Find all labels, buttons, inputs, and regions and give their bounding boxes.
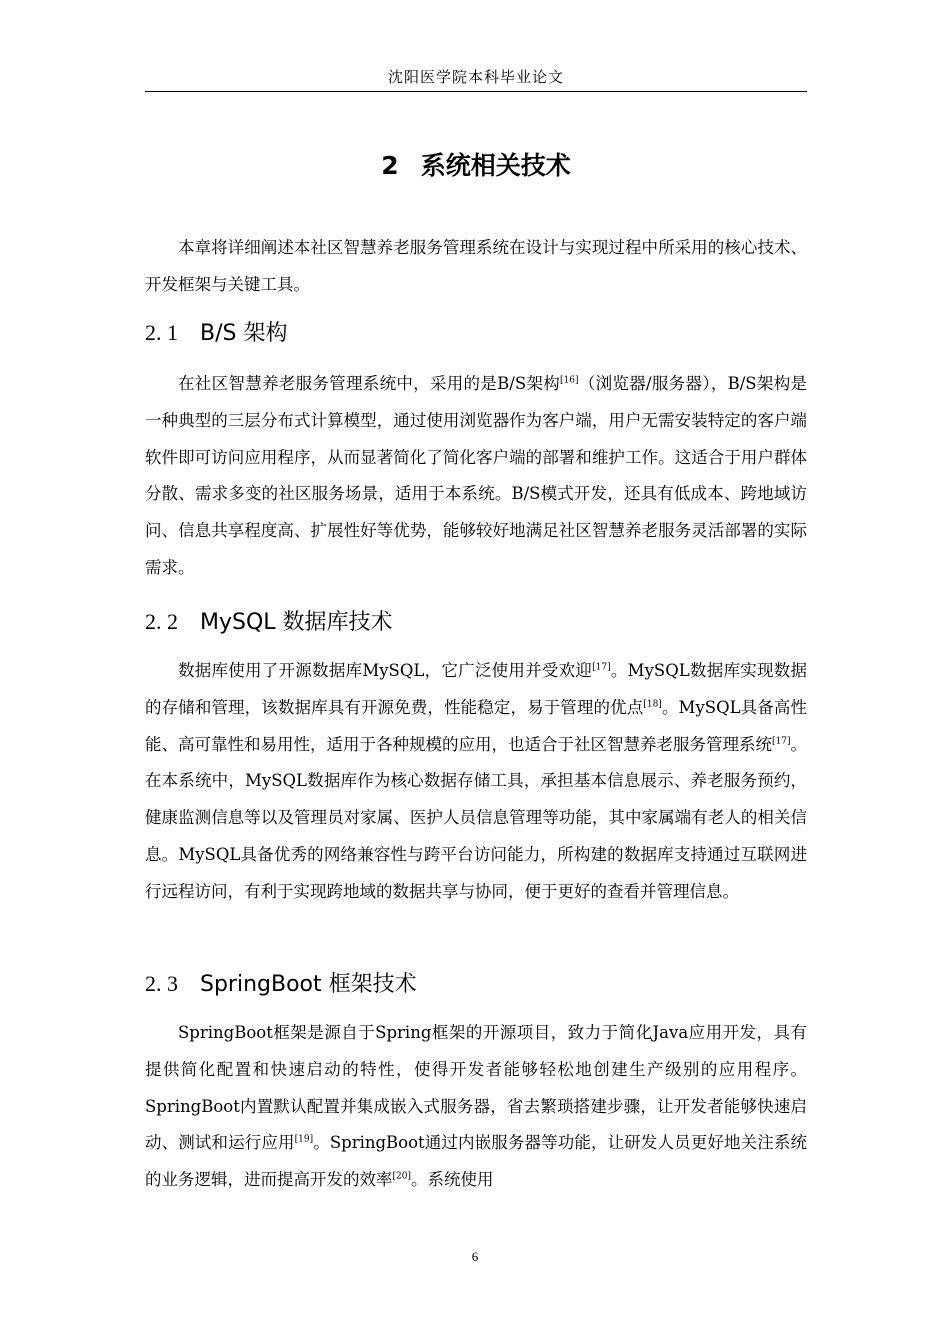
text-run: 。MySQL数据库实现数据的存储和管理，该数据库具有开源免费，性能稳定，易于管理的优点	[145, 661, 807, 717]
section-title: B/S 架构	[200, 321, 288, 346]
page-number: 6	[471, 1249, 479, 1264]
citation: [16]	[560, 375, 579, 386]
citation: [20]	[392, 1171, 411, 1182]
text-run: 。系统使用	[410, 1170, 494, 1190]
text-run: 在社区智慧养老服务管理系统中，采用的是B/S架构	[178, 374, 561, 393]
text-run: 数据库使用了开源数据库MySQL，它广泛使用并受欢迎	[178, 661, 593, 680]
header-title: 沈阳医学院本科毕业论文	[387, 68, 564, 86]
page-header	[145, 62, 807, 92]
intro-paragraph: 本章将详细阐述本社区智慧养老服务管理系统在设计与实现过程中所采用的核心技术、开发框架与关键工具。	[145, 238, 807, 294]
chapter-number: 2	[381, 151, 399, 180]
citation: [19]	[294, 1134, 314, 1145]
citation: [17]	[592, 662, 611, 673]
section-2-3-paragraph	[145, 1015, 807, 1199]
text-run: （浏览器/服务器），B/S架构是一种典型的三层分布式计算模型，通过使用浏览器作为客户端，用户无需安装特定的客户端软件即可访问应用程序，从而显著简化了简化客户端的部署和维护工作。这适合于用户群体分散、需求多变的社区服务场景，适用于本系统。B/S模式开发，还具有低成本、跨地域访问、信息共享程度高、扩展性好等优势，能够较好地满足社区智慧养老服务灵活部署的实际需求。	[145, 374, 807, 577]
chapter-title: 系统相关技术	[420, 151, 571, 180]
section-2-1-paragraph	[145, 366, 807, 587]
text-run: SpringBoot框架是源自于Spring框架的开源项目，致力于简化Java应用开发，具有提供简化配置和快速启动的特性，使得开发者能够轻松地创建生产级别的应用程序。SpringBoot内置默认配置并集成嵌入式服务器，省去繁琐搭建步骤，让开发者能够快速启动、测试和运行应用	[145, 1023, 807, 1153]
text-run: 。在本系统中，MySQL数据库作为核心数据存储工具，承担基本信息展示、养老服务预约，健康监测信息等以及管理员对家属、医护人员信息管理等功能，其中家属端有老人的相关信息。MySQL具备优秀的网络兼容性与跨平台访问能力，所构建的数据库支持通过互联网进行远程访问，有利于实现跨地域的数据共享与协同，便于更好的查看并管理信息。	[145, 734, 808, 901]
section-heading-2-1	[145, 316, 287, 347]
section-number: 2. 3	[145, 971, 178, 996]
section-heading-2-3	[145, 967, 417, 998]
section-2-2-paragraph	[145, 653, 807, 911]
citation: [18]	[643, 699, 662, 710]
citation: [17]	[772, 736, 791, 747]
section-heading-2-2	[145, 605, 393, 636]
section-number: 2. 1	[145, 320, 178, 345]
section-title: SpringBoot 框架技术	[200, 972, 417, 997]
header-rule	[145, 91, 807, 92]
text-run: 。MySQL具备高性能、高可靠性和易用性，适用于各种规模的应用，也适合于社区智慧养老服务管理系统	[145, 697, 807, 754]
section-number: 2. 2	[145, 609, 178, 634]
text-run: 。SpringBoot通过内嵌服务器等功能，让研发人员更好地关注系统的业务逻辑，进而提高开发的效率	[145, 1133, 808, 1190]
chapter-heading	[145, 146, 807, 182]
section-title: MySQL 数据库技术	[200, 610, 393, 635]
